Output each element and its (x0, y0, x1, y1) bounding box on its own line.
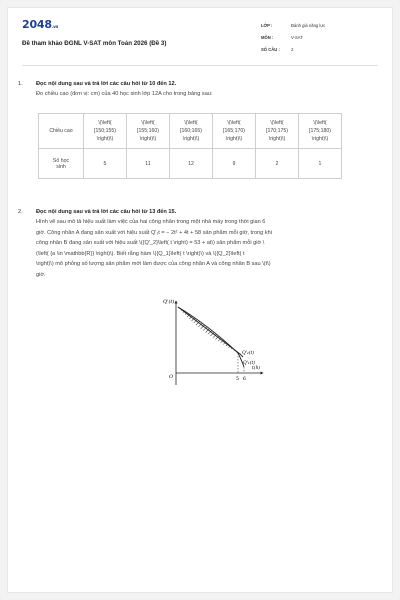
interval-cell (170, 114, 213, 149)
count-cell: 9 (213, 149, 256, 179)
latex-open: \(\left( (141, 120, 155, 126)
logo-sub: .vn (51, 24, 59, 29)
meta-label: SỐ CÂU : (261, 47, 280, 52)
tick-label-5: 5 (236, 377, 239, 382)
body-line: giờ. Công nhân A đang sản xuất với hiệu suất Q'₁t = − 2t² + 4t + 58 sản phẩm mỗi giờ, trong khi (36, 229, 272, 236)
count-cell: 12 (170, 149, 213, 179)
interval-text: [175;180) (309, 128, 331, 134)
tick-label-6: 6 (243, 377, 246, 382)
meta-class (261, 23, 381, 35)
y-axis-label: Q'(t) (163, 299, 175, 305)
count-cell: 2 (256, 149, 299, 179)
latex-open: \(\left( (227, 120, 241, 126)
body-line: (\left( {a \in \mathbb{R}} \right)\). Biết rằng hàm \({Q_1}\left( t \right)\) và \({Q_2}\left( t (36, 250, 245, 257)
body-line: \right)\) mô phỏng số lượng sản phẩm mới làm được của công nhân A và công nhân B sau \(t\) (36, 261, 271, 267)
body-line: giờ. (36, 271, 46, 278)
count-cell: 11 (127, 149, 170, 179)
productivity-graph (160, 297, 280, 389)
origin-label: O (169, 374, 174, 380)
interval-text: [170;175) (266, 128, 288, 134)
logo-main: 2048 (22, 18, 52, 31)
latex-open: \(\left( (98, 120, 112, 126)
row-header-height: Chiều cao (39, 114, 84, 149)
meta-value: 2 (291, 47, 294, 52)
q2-label: Q'₂(t) (242, 351, 255, 356)
latex-open: \(\left( (270, 120, 284, 126)
label-line: Số học (52, 157, 70, 164)
count-cell: 1 (299, 149, 342, 179)
interval-cell (299, 114, 342, 149)
question-heading: Đọc nội dung sau và trả lời các câu hỏi từ 10 đến 12. (36, 81, 177, 87)
question-body (36, 217, 372, 280)
meta-value: V-SAT (291, 35, 303, 40)
question-intro: Đo chiều cao (đơn vị: cm) của 40 học sinh lớp 12A cho trong bảng sau: (36, 91, 213, 97)
meta-subject (261, 35, 381, 47)
exam-meta (261, 23, 381, 59)
meta-question-count (261, 47, 381, 59)
x-axis-label: t(h) (252, 366, 261, 371)
question-heading: Đọc nội dung sau và trả lời các câu hỏi từ 13 đến 15. (36, 209, 177, 215)
interval-text: [160;165) (180, 128, 202, 134)
latex-close: \right)\) (96, 136, 114, 142)
interval-cell (84, 114, 127, 149)
q1-label: Q'₁(t) (243, 361, 256, 366)
latex-close: \right)\) (182, 136, 200, 142)
latex-close: \right)\) (139, 136, 157, 142)
latex-close: \right)\) (268, 136, 286, 142)
interval-text: [165;170) (223, 128, 245, 134)
meta-label: LỚP : (261, 23, 273, 28)
height-frequency-table (38, 113, 342, 179)
count-cell: 5 (84, 149, 127, 179)
row-header-count (39, 149, 84, 179)
interval-text: [155;160) (137, 128, 159, 134)
exam-title: Đề tham khảo ĐGNL V-SAT môn Toán 2026 (Đề 3) (22, 40, 167, 47)
interval-text: [150;155) (94, 128, 116, 134)
question-number: 2. (18, 209, 23, 215)
header-divider (22, 65, 378, 66)
site-logo[interactable] (22, 18, 58, 31)
latex-open: \(\left( (184, 120, 198, 126)
interval-cell (127, 114, 170, 149)
interval-cell (213, 114, 256, 149)
interval-cell (256, 114, 299, 149)
latex-open: \(\left( (313, 120, 327, 126)
question-number: 1. (18, 81, 23, 87)
latex-close: \right)\) (225, 136, 243, 142)
latex-close: \right)\) (311, 136, 329, 142)
label-line: sinh (56, 163, 66, 170)
meta-label: MÔN : (261, 35, 274, 40)
body-line: Hình vẽ sau mô tả hiệu suất làm việc của hai công nhân trong một nhà máy trong thời gian 6 (36, 219, 266, 225)
meta-value: Đánh giá năng lực (291, 23, 326, 28)
table-row (39, 114, 342, 149)
table-row (39, 149, 342, 179)
body-line: công nhân B đang sản xuất với hiệu suất \({Q'_2}\left( t \right) = 53 + at\) sản phẩm mỗi giờ \ (36, 240, 265, 246)
